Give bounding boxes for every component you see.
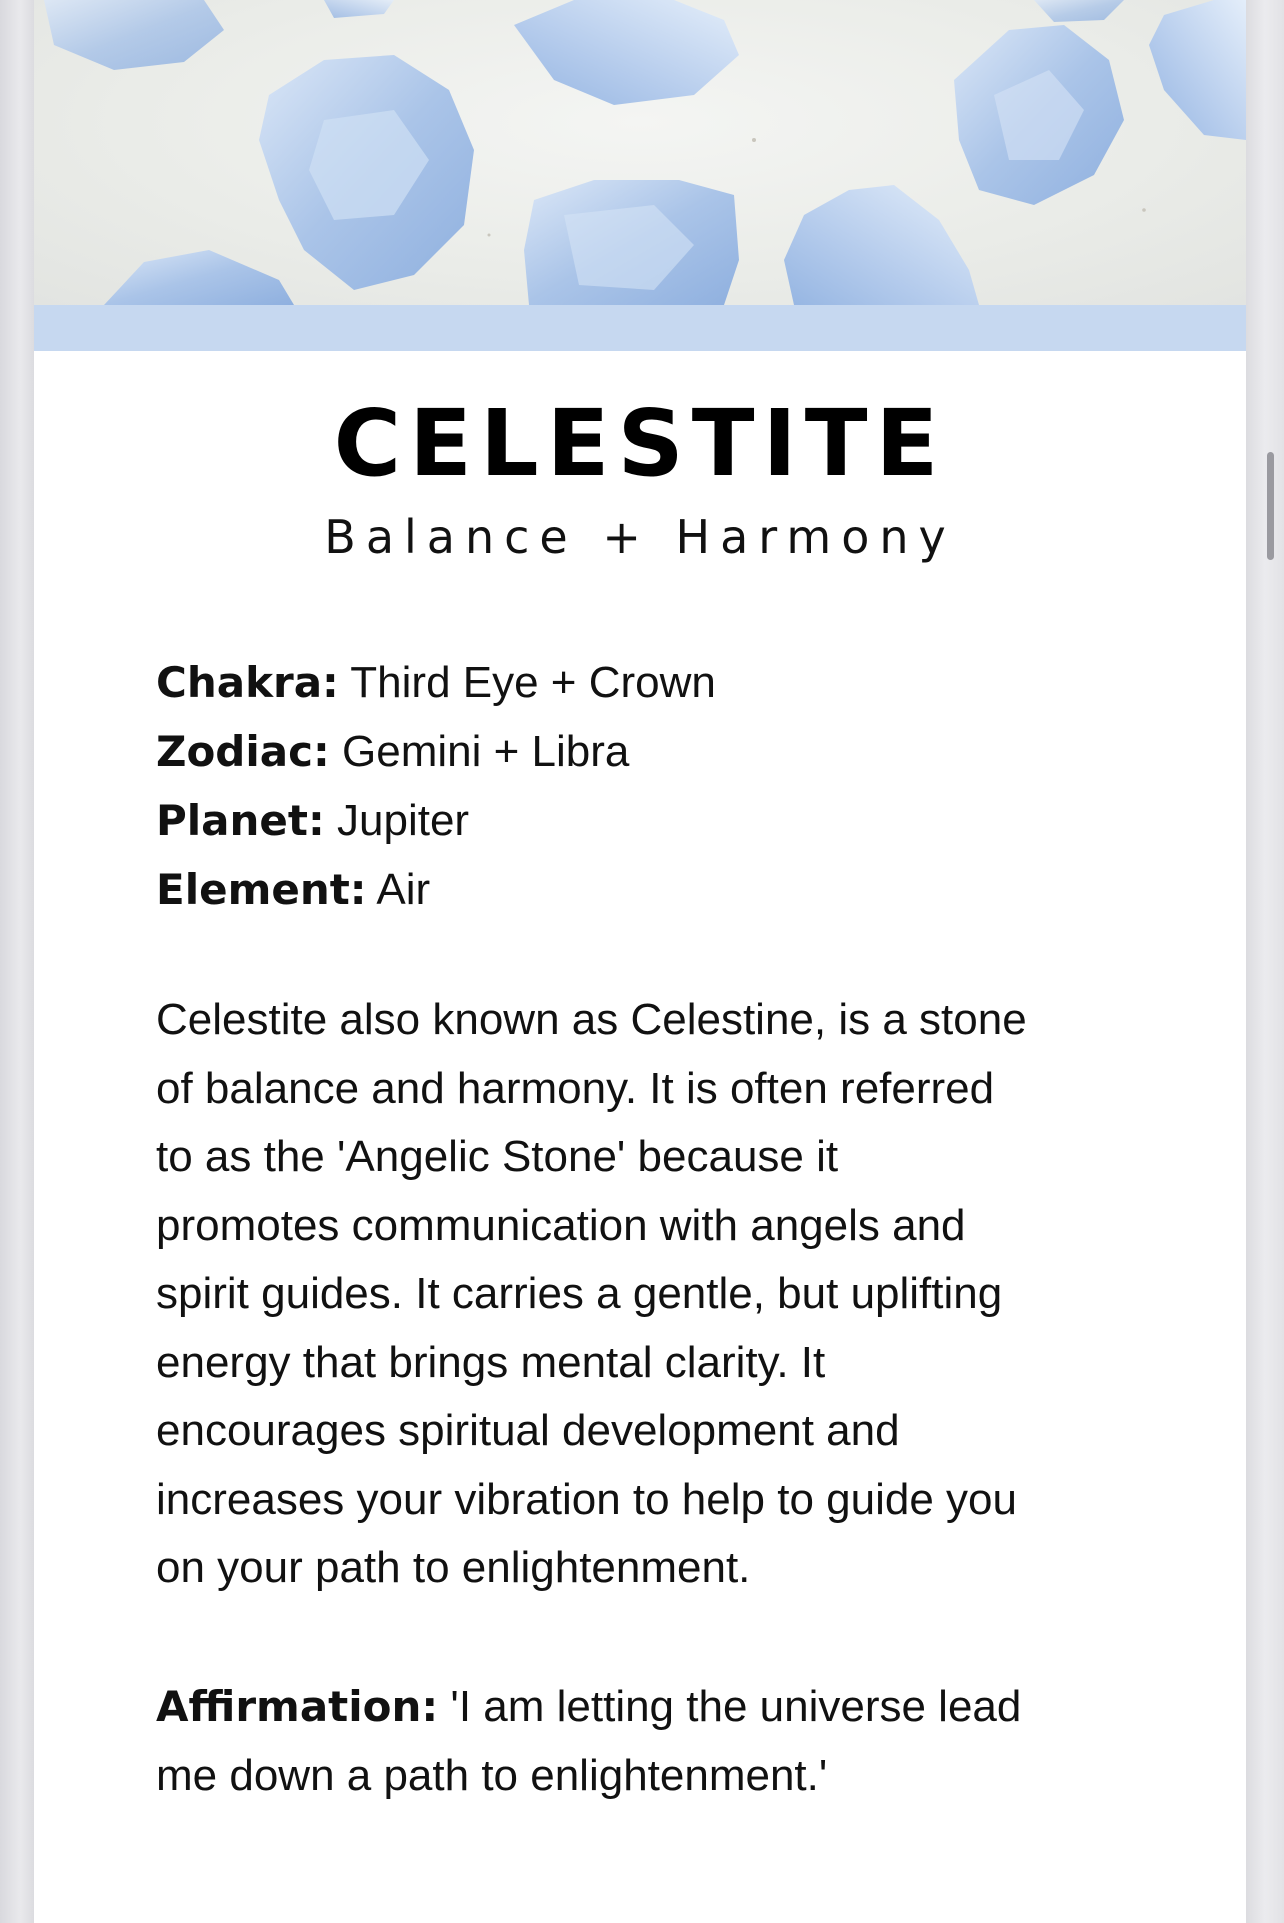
- property-value: Air: [376, 865, 431, 914]
- description-paragraph: [156, 986, 1166, 1603]
- affirmation-label: Affirmation:: [156, 1682, 439, 1731]
- scrollbar-thumb[interactable]: [1267, 452, 1274, 560]
- property-value: Third Eye + Crown: [350, 658, 716, 707]
- property-label: Zodiac:: [156, 727, 330, 776]
- stone-title: CELESTITE: [333, 390, 947, 497]
- crystals-image: [34, 0, 1246, 305]
- property-value: Gemini + Libra: [342, 727, 630, 776]
- content-card: [34, 0, 1246, 1923]
- property-label: Planet:: [156, 796, 325, 845]
- description-line: increases your vibration to help to guide you: [156, 1474, 1017, 1524]
- affirmation-text-2: me down a path to enlightenment.': [156, 1751, 828, 1800]
- affirmation: [156, 1672, 1166, 1810]
- description-line: promotes communication with angels and: [156, 1200, 966, 1250]
- stone-tagline: Balance + Harmony: [324, 510, 956, 564]
- description-line: of balance and harmony. It is often referred: [156, 1063, 995, 1113]
- property-zodiac: [156, 717, 1166, 786]
- description-line: energy that brings mental clarity. It: [156, 1337, 826, 1387]
- description-line: spirit guides. It carries a gentle, but uplifting: [156, 1269, 1003, 1318]
- property-element: [156, 855, 1166, 924]
- property-label: Chakra:: [156, 658, 339, 707]
- properties-list: [156, 648, 1166, 924]
- page-edge-left: [0, 0, 34, 1923]
- description-line: to as the 'Angelic Stone' because it: [156, 1132, 839, 1181]
- property-planet: [156, 786, 1166, 855]
- affirmation-text-1: 'I am letting the universe lead: [450, 1682, 1022, 1731]
- hero-accent-band: [34, 305, 1246, 351]
- description-line: Celestite also known as Celestine, is a stone: [156, 995, 1027, 1044]
- description-line: on your path to enlightenment.: [156, 1543, 751, 1592]
- property-value: Jupiter: [337, 796, 470, 845]
- property-chakra: [156, 648, 1166, 717]
- property-label: Element:: [156, 865, 367, 914]
- affirmation-line-1: [156, 1672, 1166, 1741]
- description-line: encourages spiritual development and: [156, 1406, 900, 1455]
- page-edge-right: [1246, 0, 1284, 1923]
- hero-crystals-image: [34, 0, 1246, 305]
